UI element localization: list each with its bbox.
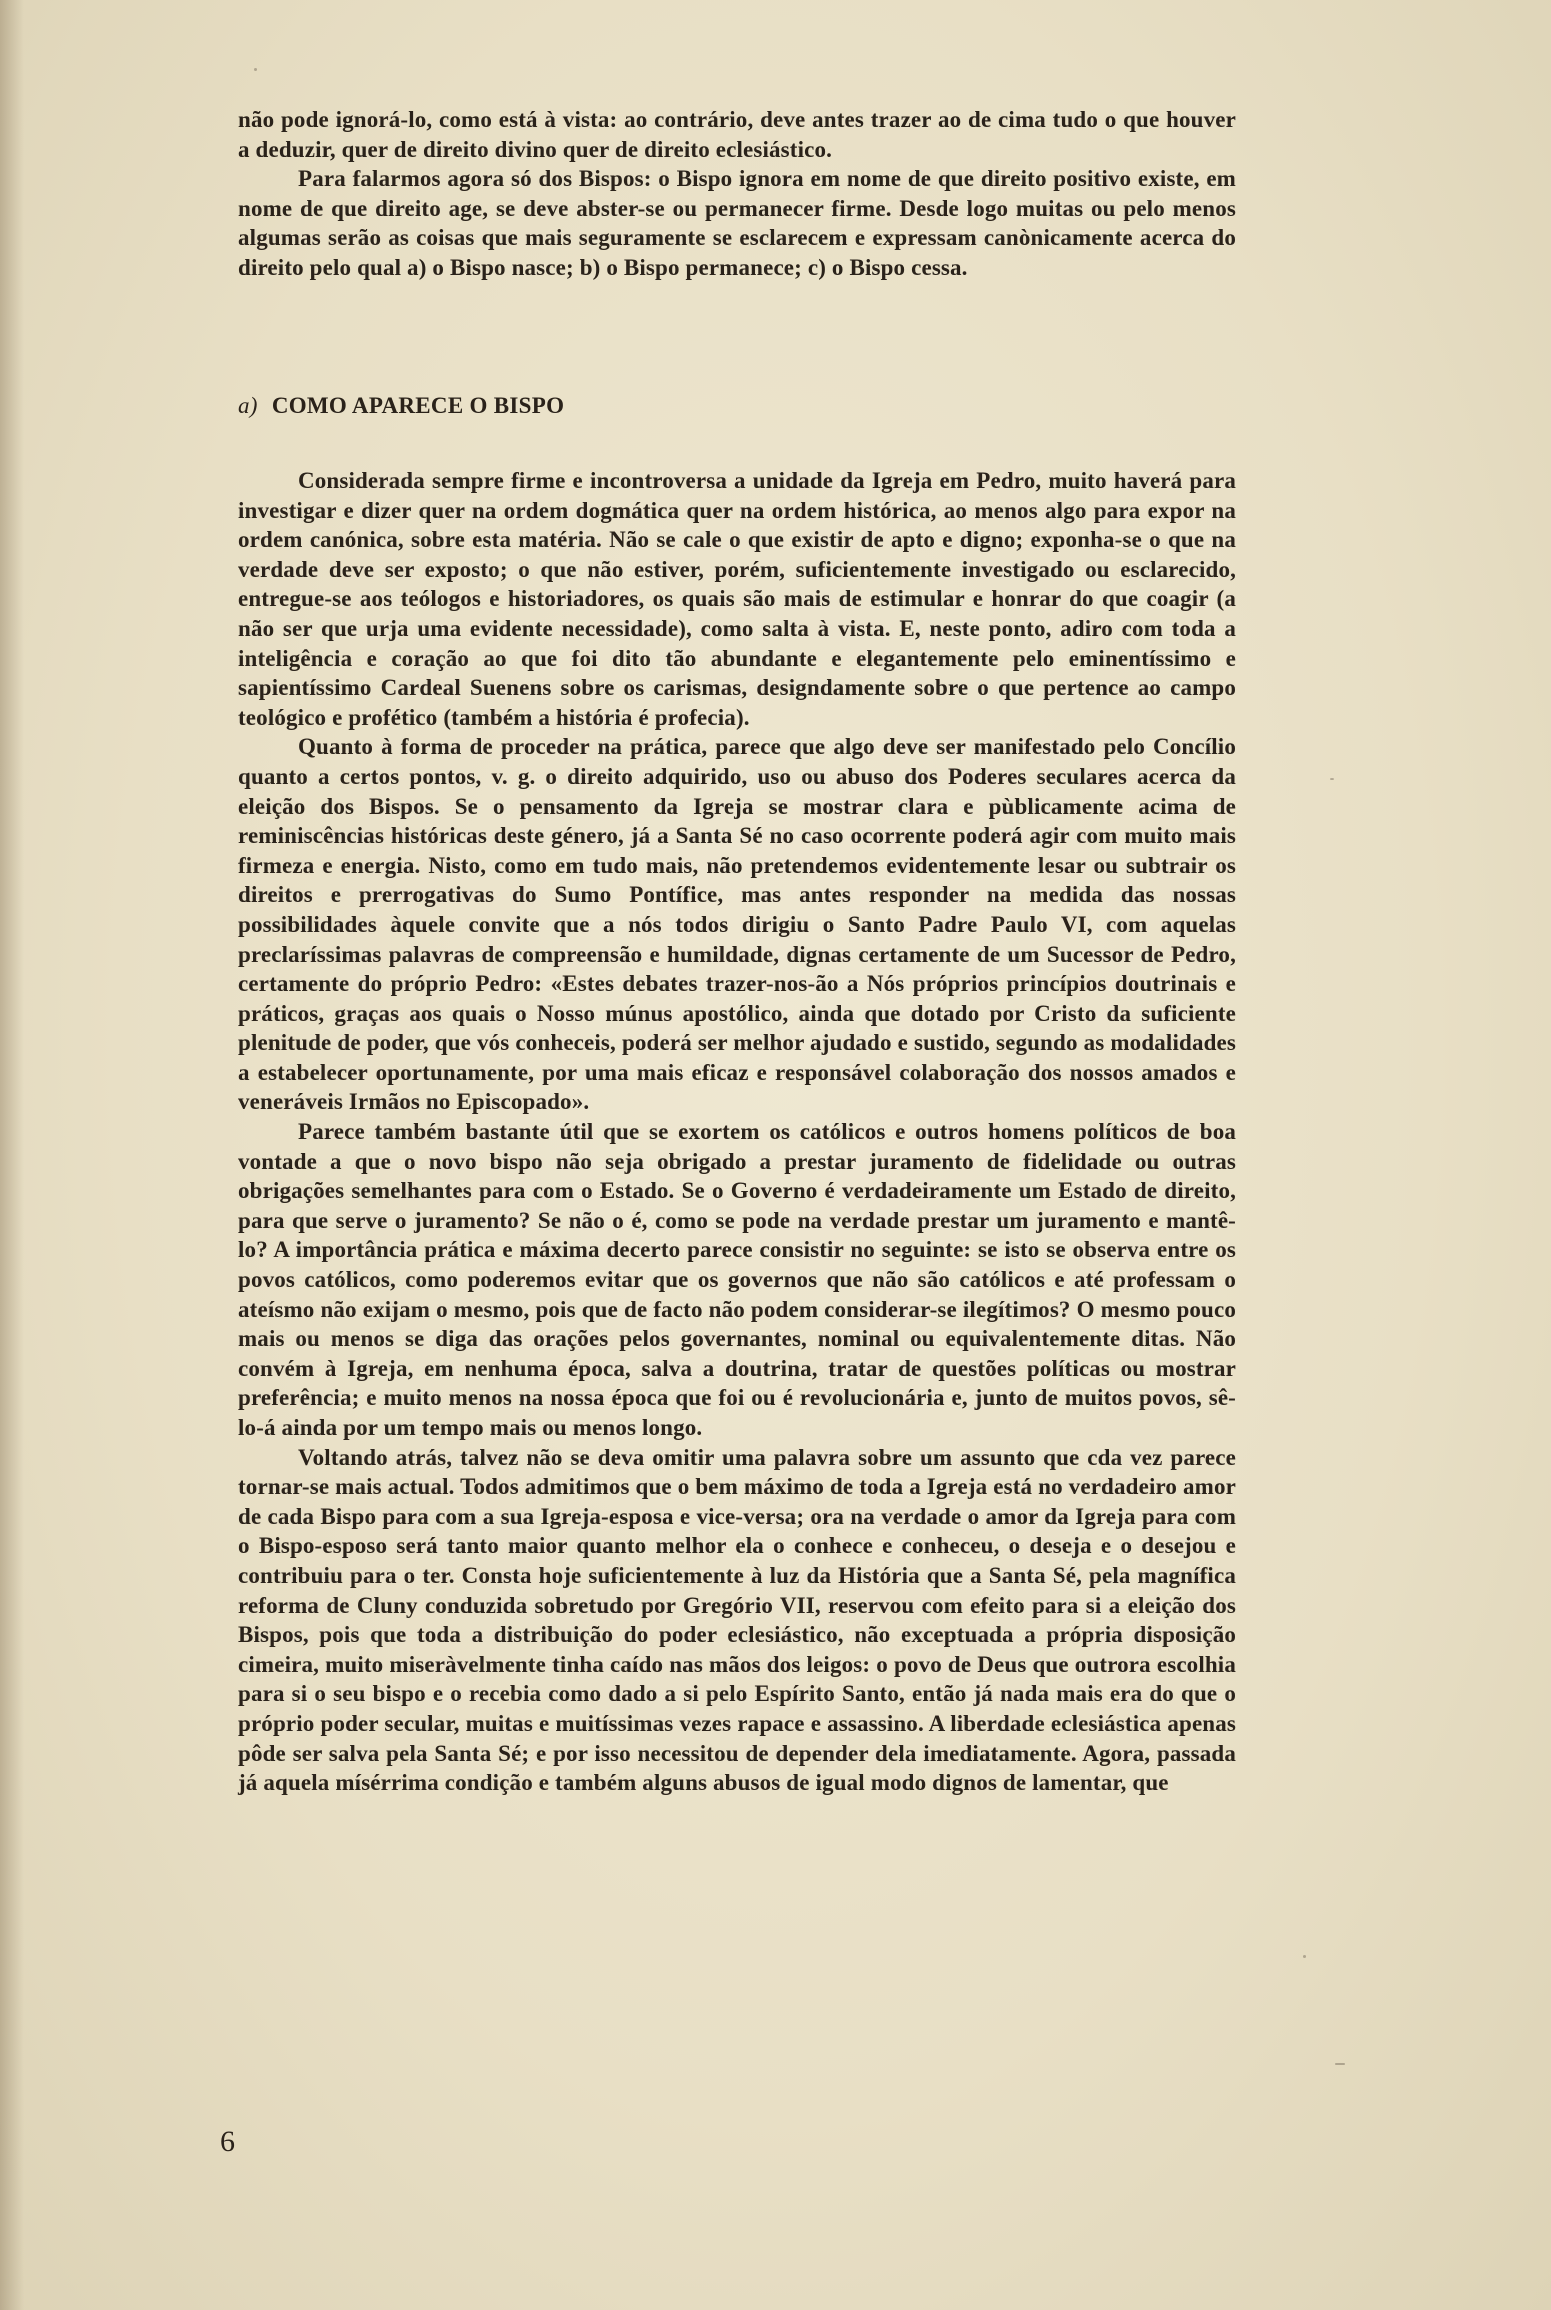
body-paragraph-4: Voltando atrás, talvez não se deva omitir uma palavra sobre um assunto que cda vez parece tornar-se mais actual. Todos admitimos que o bem máximo de toda a Igreja está no verdadeiro amor de cada Bispo para com a sua Igreja-esposa e vice-versa; ora na verdade o amor da Igreja para com o Bispo-esposo será tanto maior quanto melhor ela o conhece e conheceu, o deseja e o desejou e contribuiu para o ter. Consta hoje suficientemente à luz da História que a Santa Sé, pela magnífica reforma de Cluny conduzida sobretudo por Gregório VII, reservou com efeito para si a eleição dos Bispos, pois que toda a distribuição do poder eclesiástico, não exceptuada a própria disposição cimeira, muito miseràvelmente tinha caído nas mãos dos leigos: o povo de Deus que outrora escolhia para si o seu bispo e o recebia como dado a si pelo Espírito Santo, então já nada mais era do que o próprio poder secular, muitas e muitíssimas vezes rapace e assassino. A liberdade eclesiástica apenas pôde ser salva pela Santa Sé; e por isso necessitou de depender dela imediatamente. Agora, passada já aquela mísérrima condição e também alguns abusos de igual modo dignos de lamentar, que [238, 1444, 1236, 1796]
paper-speck [1335, 2063, 1345, 2065]
body-paragraph-3: Parece também bastante útil que se exortem os católicos e outros homens políticos de boa vontade a que o novo bispo não seja obrigado a prestar juramento de fidelidade ou outras obrigações semelhantes para com o Estado. Se o Governo é verdadeiramente um Estado de direito, para que serve o juramento? Se não o é, como se pode na verdade prestar um juramento e mantê-lo? A importância prática e máxima decerto parece consistir no seguinte: se isto se observa entre os povos católicos, como poderemos evitar que os governos que não são católicos e até professam o ateísmo não exijam o mesmo, pois que de facto não podem considerar-se ilegítimos? O mesmo pouco mais ou menos se diga das orações pelos governantes, nominal ou equivalentemente ditas. Não convém à Igreja, em nenhuma época, salva a doutrina, tratar de questões políticas ou mostrar preferência; e muito menos na nossa época que foi ou é revolucionária e, junto de muitos povos, sê-lo-á ainda por um tempo mais ou menos longo. [238, 1119, 1236, 1440]
section-marker: a) [238, 393, 258, 418]
body-paragraph-1: Considerada sempre firme e incontroversa a unidade da Igreja em Pedro, muito haverá para investigar e dizer quer na ordem dogmática quer na ordem histórica, ao menos algo para expor na ordem canónica, sobre esta matéria. Não se cale o que existir de apto e digno; exponha-se o que na verdade deve ser exposto; o que não estiver, porém, suficientemente investigado ou esclarecido, entregue-se aos teólogos e historiadores, os quais são mais de estimular e honrar do que coagir (a não ser que urja uma evidente necessidade), como salta à vista. E, neste ponto, adiro com toda a inteligência e coração ao que foi dito tão abundante e elegantemente pelo eminentíssimo e sapientíssimo Cardeal Suenens sobre os carismas, designdamente sobre o que pertence ao campo teológico e profético (também a história é profecia). [238, 468, 1236, 730]
section-heading [238, 393, 564, 419]
body-paragraph-2: Quanto à forma de proceder na prática, parece que algo deve ser manifestado pelo Concílio quanto a certos pontos, v. g. o direito adquirido, uso ou abuso dos Poderes seculares acerca da eleição dos Bispos. Se o pensamento da Igreja se mostrar clara e pùblicamente acima de reminiscências históricas deste género, já a Santa Sé no caso ocorrente poderá agir com muito mais firmeza e energia. Nisto, como em tudo mais, não pretendemos evidentemente lesar ou subtrair os direitos e prerrogativas do Sumo Pontífice, mas antes responder na medida das nossas possibilidades àquele convite que a nós todos dirigiu o Santo Padre Paulo VI, com aquelas preclaríssimas palavras de compreensão e humildade, dignas certamente de um Sucessor de Pedro, certamente do próprio Pedro: «Estes debates trazer-nos-ão a Nós próprios princípios doutrinais e práticos, graças aos quais o Nosso múnus apostólico, ainda que dotado por Cristo da suficiente plenitude de poder, que vós conheceis, poderá ser melhor ajudado e sustido, segundo as modalidades a estabelecer oportunamente, por uma mais eficaz e responsável colaboração dos nossos amados e veneráveis Irmãos no Episcopado». [238, 734, 1236, 1115]
section-title: COMO APARECE O BISPO [271, 393, 565, 418]
page-number: 6 [220, 2125, 235, 2158]
body-text-block [238, 466, 1236, 1798]
page-edge-shadow [0, 0, 24, 2310]
intro-paragraph-2: Para falarmos agora só dos Bispos: o Bispo ignora em nome de que direito positivo existe, em nome de que direito age, se deve abster-se ou permanecer firme. Desde logo muitas ou pelo menos algumas serão as coisas que mais seguramente se esclarecem e expressam canònicamente acerca do direito pelo qual a) o Bispo nasce; b) o Bispo permanece; c) o Bispo cessa. [238, 166, 1236, 280]
paper-speck [254, 68, 257, 71]
intro-paragraph-1: não pode ignorá-lo, como está à vista: ao contrário, deve antes trazer ao de cima tudo o que houver a deduzir, quer de direito divino quer de direito eclesiástico. [238, 107, 1236, 162]
intro-text-block [238, 105, 1236, 283]
paper-speck [1330, 778, 1334, 780]
paper-speck [1303, 1955, 1306, 1958]
